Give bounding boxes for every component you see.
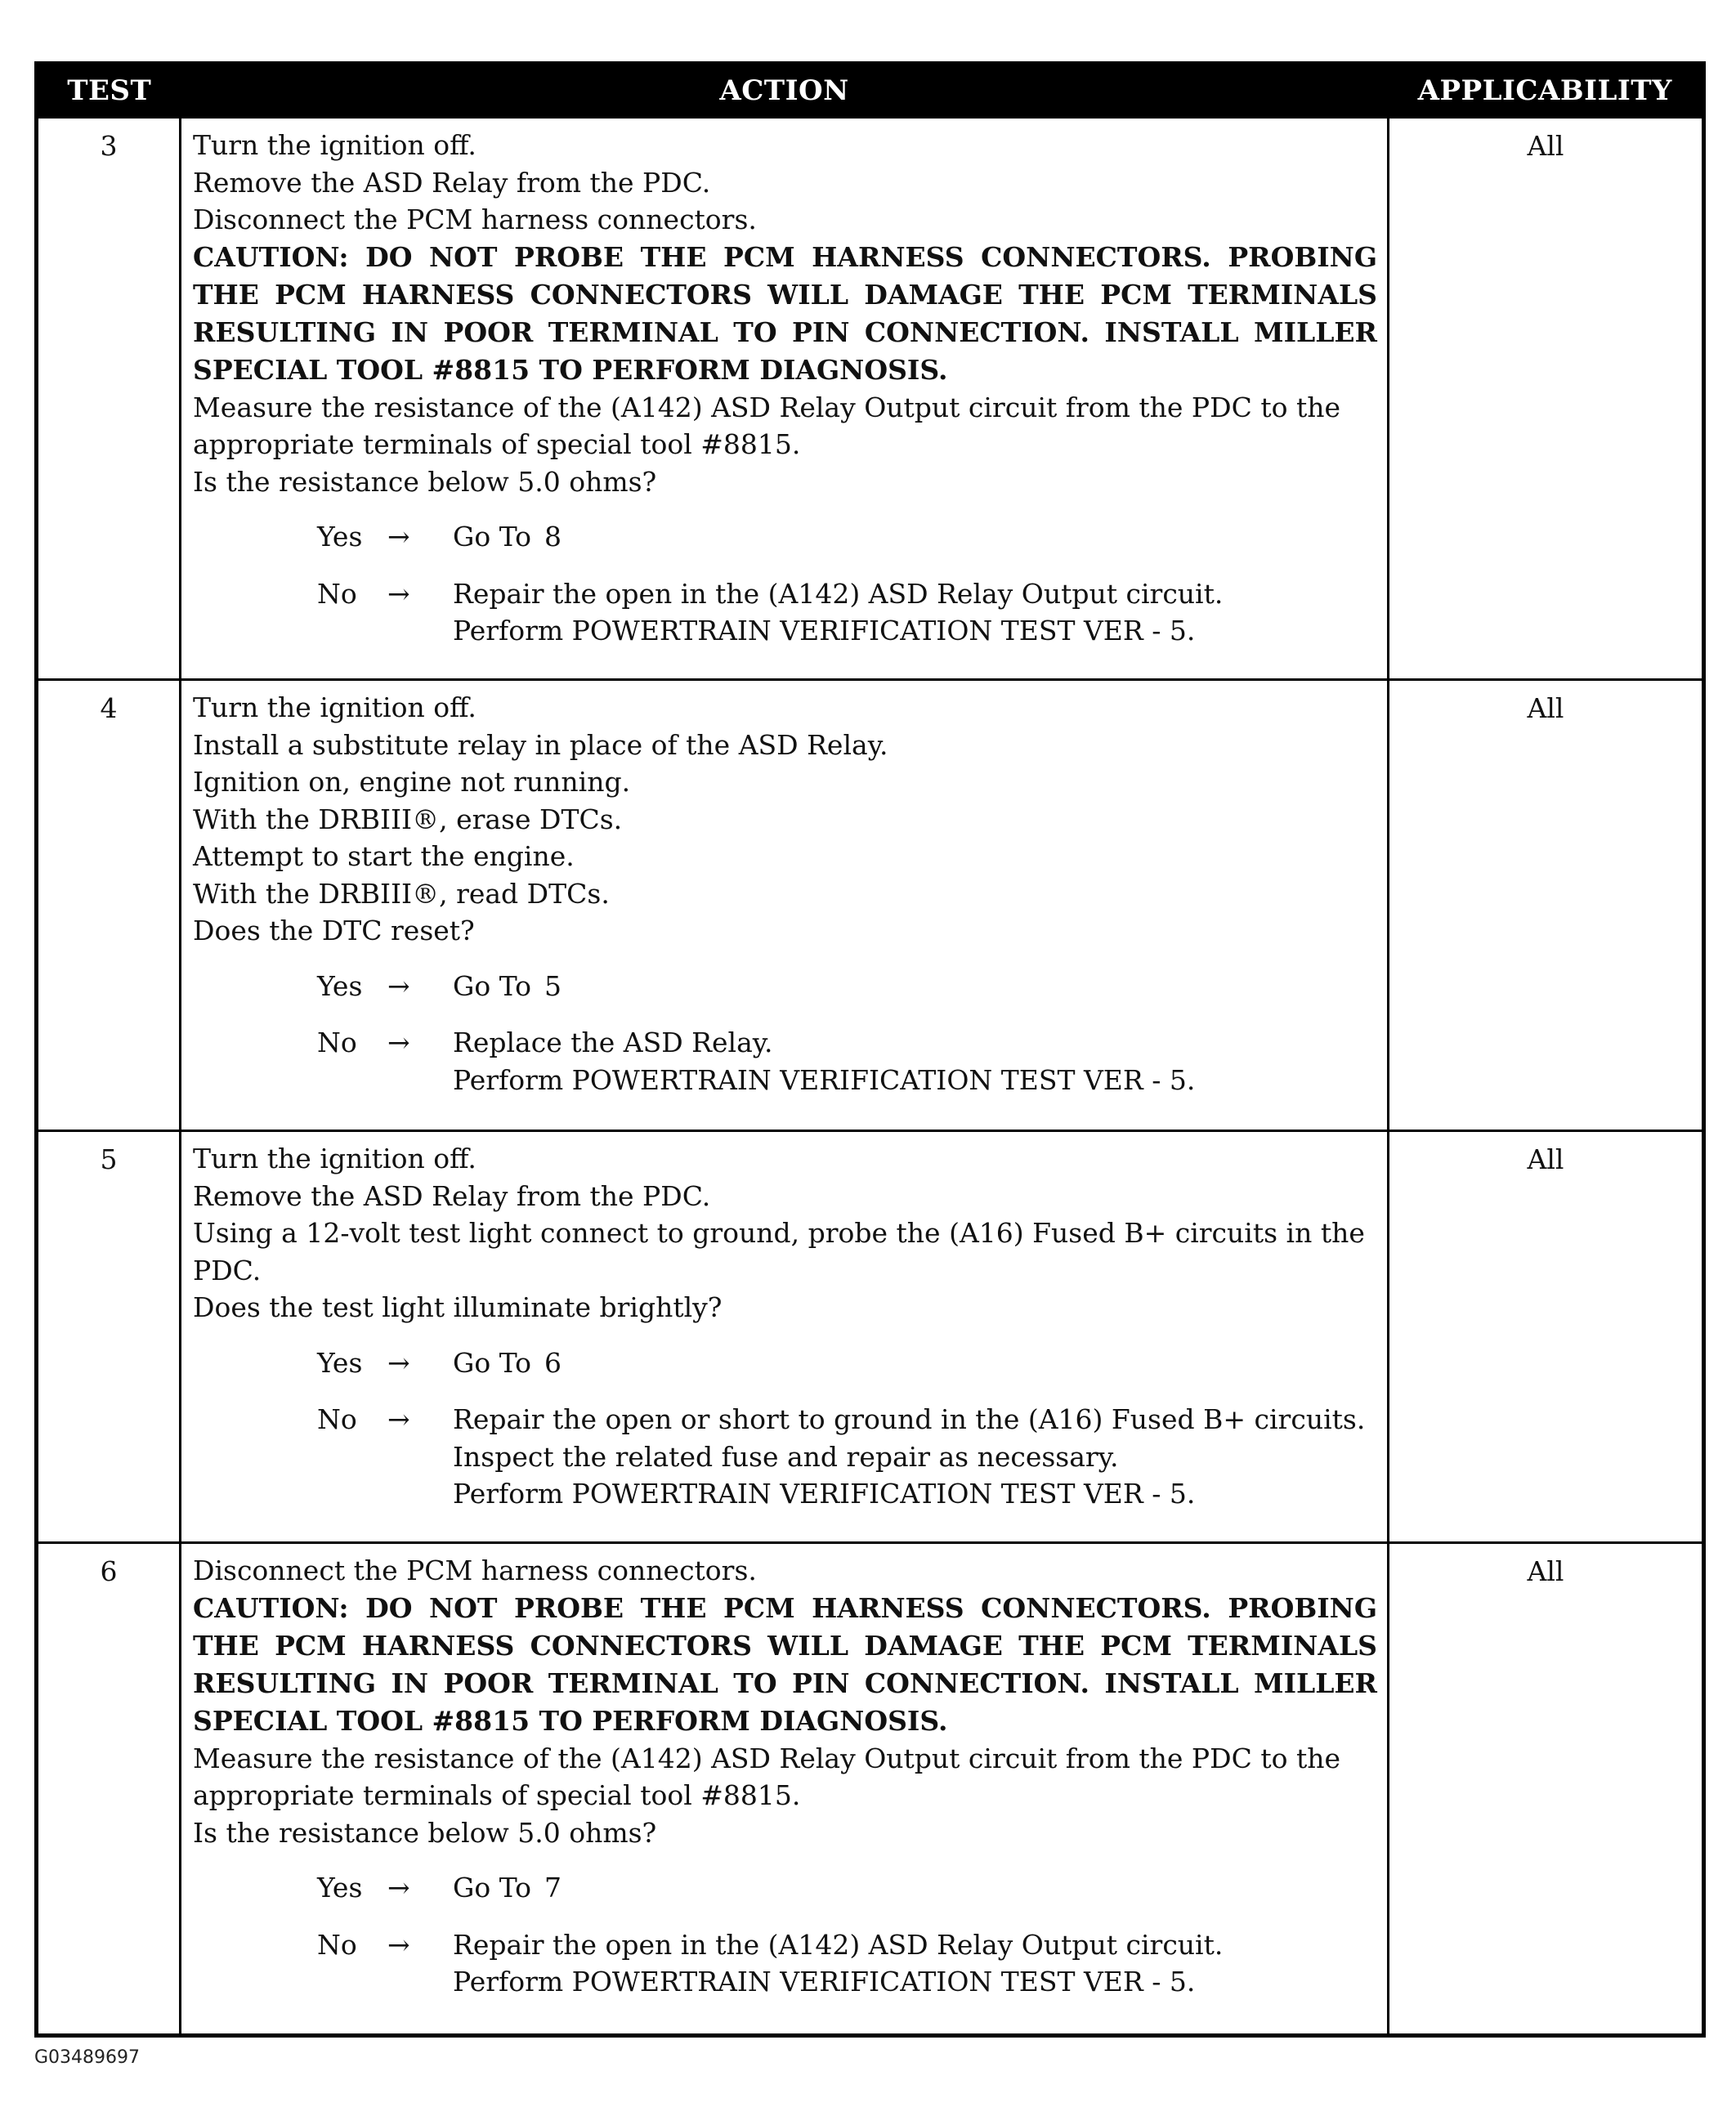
test-number: 5 <box>37 1131 181 1543</box>
repair-step: Perform POWERTRAIN VERIFICATION TEST VER - 5. <box>453 1063 1196 1096</box>
action-step: With the DRBIII®, read DTCs. <box>193 877 610 910</box>
goto-text <box>453 1869 1377 1907</box>
table-row <box>37 680 1704 1131</box>
goto-test-number: 7 <box>544 1872 562 1904</box>
goto-test-number: 6 <box>544 1346 562 1379</box>
table-header-row <box>37 64 1704 118</box>
repair-instructions <box>453 1926 1377 2001</box>
goto-label: Go To <box>453 969 532 1002</box>
table-row <box>37 118 1704 680</box>
action-step: Attempt to start the engine. <box>193 840 575 872</box>
caution-text: CAUTION: DO NOT PROBE THE PCM HARNESS CONNECTORS. PROBING THE PCM HARNESS CONNECTORS WILL DAMAGE THE PCM TERMINALS RESULTING IN POOR TERMINAL TO PIN CONNECTION. INSTALL MILLER SPECIAL TOOL #8815 TO PERFORM DIAGNOSIS. <box>193 1591 1377 1737</box>
yes-label: Yes <box>317 521 363 552</box>
repair-step: Perform POWERTRAIN VERIFICATION TEST VER - 5. <box>453 615 1196 646</box>
no-branch <box>317 575 1377 650</box>
goto-test-number: 5 <box>544 969 562 1002</box>
arrow-right-icon: → <box>387 1346 410 1379</box>
arrow-right-icon: → <box>387 577 410 610</box>
action-step: Install a substitute relay in place of the ASD Relay. <box>193 728 888 761</box>
goto-text <box>453 518 1377 556</box>
action-step: Using a 12-volt test light connect to ground, probe the (A16) Fused B+ circuits in the PDC. <box>193 1217 1374 1286</box>
action-cell <box>181 1543 1389 2036</box>
action-step: Turn the ignition off. <box>193 1143 477 1174</box>
diagnostic-test-table <box>34 61 1706 2038</box>
goto-text <box>453 1344 1377 1382</box>
applicability-value: All <box>1389 680 1704 1131</box>
applicability-value: All <box>1389 1543 1704 2036</box>
test-number: 3 <box>37 118 181 680</box>
action-step: Disconnect the PCM harness connectors. <box>193 1555 757 1586</box>
action-step: Turn the ignition off. <box>193 691 477 723</box>
repair-instructions <box>453 1401 1377 1513</box>
yes-branch <box>317 968 1377 1005</box>
goto-label: Go To <box>453 1872 532 1904</box>
repair-step: Replace the ASD Relay. <box>453 1027 773 1058</box>
repair-step: Repair the open or short to ground in the (A16) Fused B+ circuits. <box>453 1403 1366 1435</box>
repair-step: Repair the open in the (A142) ASD Relay Output circuit. <box>453 1928 1224 1961</box>
repair-instructions <box>453 575 1377 650</box>
arrow-right-icon: → <box>387 1403 410 1435</box>
action-step: Is the resistance below 5.0 ohms? <box>193 465 657 498</box>
action-step: Is the resistance below 5.0 ohms? <box>193 1816 657 1849</box>
repair-step: Inspect the related fuse and repair as necessary. <box>453 1440 1119 1473</box>
table-row <box>37 1543 1704 2036</box>
yes-branch <box>317 518 1377 556</box>
action-step: With the DRBIII®, erase DTCs. <box>193 803 623 835</box>
figure-id: G03489697 <box>34 2047 141 2068</box>
action-step: Turn the ignition off. <box>193 129 477 161</box>
decision-branches <box>317 1344 1377 1513</box>
action-step: Does the test light illuminate brightly? <box>193 1291 723 1323</box>
header-action: ACTION <box>181 64 1389 118</box>
yes-label: Yes <box>317 1872 363 1904</box>
header-test: TEST <box>37 64 181 118</box>
no-branch <box>317 1024 1377 1098</box>
no-label: No <box>317 1027 357 1058</box>
decision-branches <box>317 518 1377 650</box>
no-label: No <box>317 1928 357 1961</box>
action-step: Remove the ASD Relay from the PDC. <box>193 166 711 199</box>
test-number: 4 <box>37 680 181 1131</box>
action-step: Measure the resistance of the (A142) ASD Relay Output circuit from the PDC to the appropriate terminals of special tool #8815. <box>193 1742 1349 1811</box>
action-step: Disconnect the PCM harness connectors. <box>193 204 757 235</box>
goto-text <box>453 968 1377 1005</box>
repair-step: Perform POWERTRAIN VERIFICATION TEST VER - 5. <box>453 1478 1196 1510</box>
goto-test-number: 8 <box>544 521 562 552</box>
repair-instructions <box>453 1024 1377 1098</box>
repair-step: Repair the open in the (A142) ASD Relay Output circuit. <box>453 577 1224 610</box>
caution-text: CAUTION: DO NOT PROBE THE PCM HARNESS CONNECTORS. PROBING THE PCM HARNESS CONNECTORS WILL DAMAGE THE PCM TERMINALS RESULTING IN POOR TERMINAL TO PIN CONNECTION. INSTALL MILLER SPECIAL TOOL #8815 TO PERFORM DIAGNOSIS. <box>193 240 1377 386</box>
yes-branch <box>317 1869 1377 1907</box>
goto-label: Go To <box>453 1346 532 1379</box>
no-label: No <box>317 577 357 610</box>
decision-branches <box>317 968 1377 1099</box>
action-step: Ignition on, engine not running. <box>193 766 631 798</box>
header-applicability: APPLICABILITY <box>1389 64 1704 118</box>
arrow-right-icon: → <box>387 521 410 552</box>
action-cell <box>181 118 1389 680</box>
table-row <box>37 1131 1704 1543</box>
no-branch <box>317 1926 1377 2001</box>
no-branch <box>317 1401 1377 1513</box>
action-cell <box>181 1131 1389 1543</box>
action-cell <box>181 680 1389 1131</box>
repair-step: Perform POWERTRAIN VERIFICATION TEST VER - 5. <box>453 1966 1196 1998</box>
yes-label: Yes <box>317 969 363 1002</box>
table-body <box>37 118 1704 2036</box>
action-step: Does the DTC reset? <box>193 915 475 946</box>
decision-branches <box>317 1869 1377 2001</box>
applicability-value: All <box>1389 118 1704 680</box>
action-step: Remove the ASD Relay from the PDC. <box>193 1179 711 1212</box>
test-number: 6 <box>37 1543 181 2036</box>
action-step: Measure the resistance of the (A142) ASD Relay Output circuit from the PDC to the appropriate terminals of special tool #8815. <box>193 391 1349 460</box>
applicability-value: All <box>1389 1131 1704 1543</box>
arrow-right-icon: → <box>387 1872 410 1904</box>
arrow-right-icon: → <box>387 1027 410 1058</box>
yes-branch <box>317 1344 1377 1382</box>
arrow-right-icon: → <box>387 1928 410 1961</box>
yes-label: Yes <box>317 1346 363 1379</box>
arrow-right-icon: → <box>387 969 410 1002</box>
goto-label: Go To <box>453 521 532 552</box>
no-label: No <box>317 1403 357 1435</box>
